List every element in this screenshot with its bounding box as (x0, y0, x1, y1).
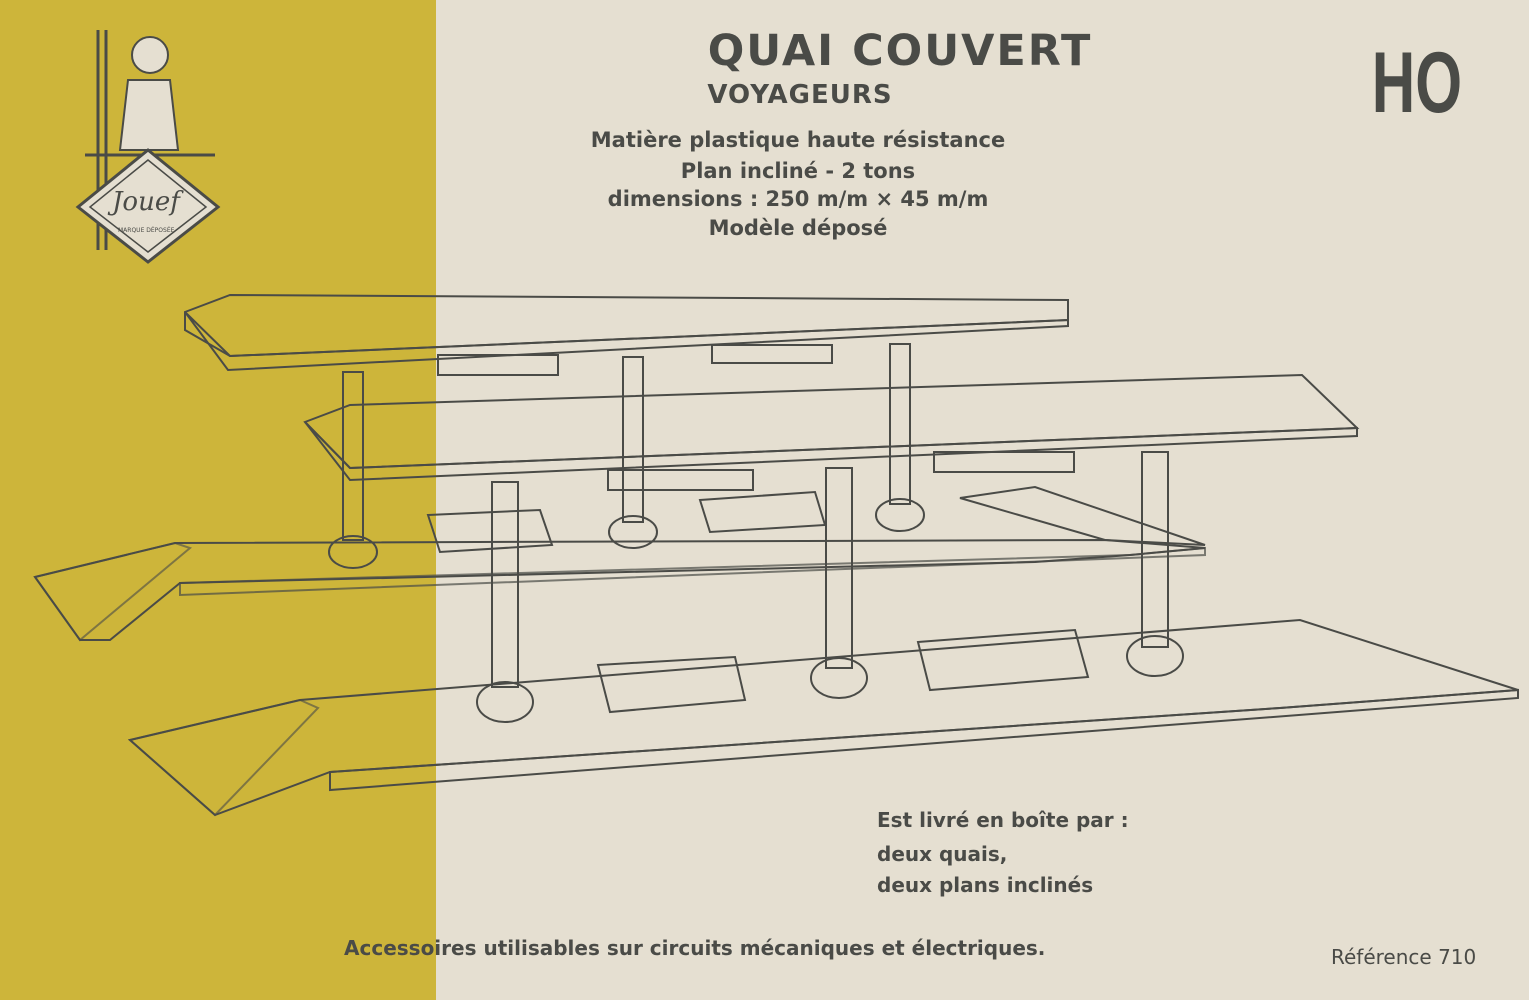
box-contents-item: deux plans inclinés (877, 873, 1094, 897)
box-contents-heading: Est livré en boîte par : (877, 808, 1129, 832)
jouef-logo (78, 30, 218, 262)
product-subtitle: VOYAGEURS (707, 80, 893, 110)
back-platform (35, 487, 1205, 640)
back-columns (329, 344, 924, 568)
front-canopy (305, 375, 1357, 490)
spec-material: Matière plastique haute résistance (590, 128, 1006, 152)
spec-ramp: Plan incliné - 2 tons (680, 159, 916, 183)
front-platform (130, 620, 1518, 815)
spec-dimensions: dimensions : 250 m/m × 45 m/m (607, 187, 989, 211)
jouef-logo-brand: Jouef (112, 187, 180, 217)
reference-number: Référence 710 (1331, 945, 1477, 969)
product-title: QUAI COUVERT (707, 26, 1093, 76)
front-columns (477, 452, 1183, 722)
scale-badge: HO (1371, 35, 1463, 131)
spec-registered-design: Modèle déposé (708, 216, 888, 240)
footer-note: Accessoires utilisables sur circuits mécaniques et électriques. (344, 936, 1046, 960)
back-canopy (185, 295, 1068, 375)
jouef-logo-tagline: MARQUE DÉPOSÉE (118, 227, 175, 234)
box-contents-item: deux quais, (877, 842, 1008, 866)
